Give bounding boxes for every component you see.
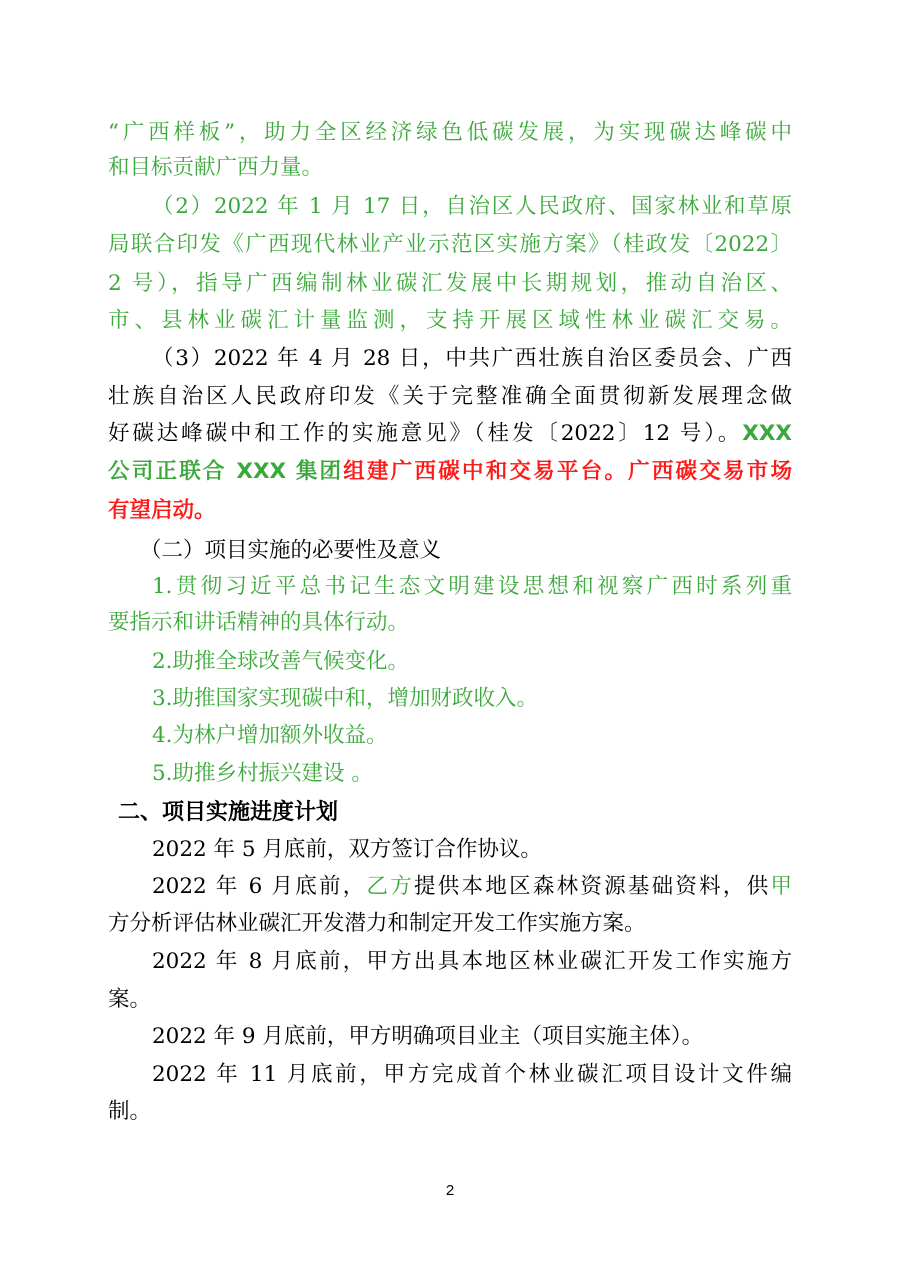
list-item: 5.助推乡村振兴建设 。 — [152, 761, 373, 786]
text-span: 提供本地区森林资源基础资料，供 — [414, 874, 771, 899]
text-span: 乙方 — [366, 874, 415, 899]
text-line: 2022 年 9 月底前，甲方明确项目业主（项目实施主体）。 — [152, 1024, 704, 1049]
text-line: 壮族自治区人民政府印发《关于完整准确全面贯彻新发展理念做 — [108, 384, 792, 409]
text-line: 方分析评估林业碳汇开发潜力和制定开发工作实施方案。 — [108, 911, 646, 936]
page-number: 2 — [445, 1182, 455, 1199]
text-line: 局联合印发《广西现代林业产业示范区实施方案》（桂政发〔2022〕 — [108, 232, 792, 257]
text-span: XXX — [742, 421, 792, 446]
text-line: 有望启动。 — [108, 498, 216, 523]
text-line: 2022 年 8 月底前，甲方出具本地区林业碳汇开发工作实施方 — [152, 949, 792, 974]
list-item: 要指示和讲话精神的具体行动。 — [108, 610, 410, 635]
text-span: 好碳达峰碳中和工作的实施意见》（桂发〔2022〕12 号）。 — [108, 421, 743, 446]
text-span: 公司正联合 XXX 集团 — [108, 459, 344, 484]
text-line: 和目标贡献广西力量。 — [108, 155, 324, 180]
text-line: 2022 年 11 月底前，甲方完成首个林业碳汇项目设计文件编 — [152, 1062, 792, 1087]
list-item: 4.为林户增加额外收益。 — [152, 723, 388, 748]
text-line — [152, 871, 792, 903]
text-line: 案。 — [108, 987, 152, 1012]
text-line — [108, 418, 792, 450]
list-item: 2.助推全球改善气候变化。 — [152, 649, 410, 674]
chapter-heading: 二、项目实施进度计划 — [118, 800, 339, 825]
text-line: （3）2022 年 4 月 28 日，中共广西壮族自治区委员会、广西 — [152, 346, 792, 371]
text-line: 2 号），指导广西编制林业碳汇发展中长期规划，推动自治区、 — [108, 271, 792, 296]
list-item: 3.助推国家实现碳中和，增加财政收入。 — [152, 686, 539, 711]
list-item: 1.贯彻习近平总书记生态文明建设思想和视察广西时系列重 — [152, 574, 792, 599]
text-span: 2022 年 6 月底前， — [152, 874, 367, 899]
text-span: 组建广西碳中和交易平台。广西碳交易市场 — [343, 459, 792, 484]
text-span: 甲 — [770, 874, 792, 899]
text-line: （2）2022 年 1 月 17 日，自治区人民政府、国家林业和草原 — [152, 194, 792, 219]
text-line: 市、县林业碳汇计量监测，支持开展区域性林业碳汇交易。 — [108, 308, 792, 333]
text-line: “广西样板”，助力全区经济绿色低碳发展，为实现碳达峰碳中 — [108, 120, 792, 145]
section-heading: （二）项目实施的必要性及意义 — [140, 538, 442, 563]
text-line: 2022 年 5 月底前，双方签订合作协议。 — [152, 837, 542, 862]
text-line — [108, 456, 792, 488]
text-line: 制。 — [108, 1099, 152, 1124]
